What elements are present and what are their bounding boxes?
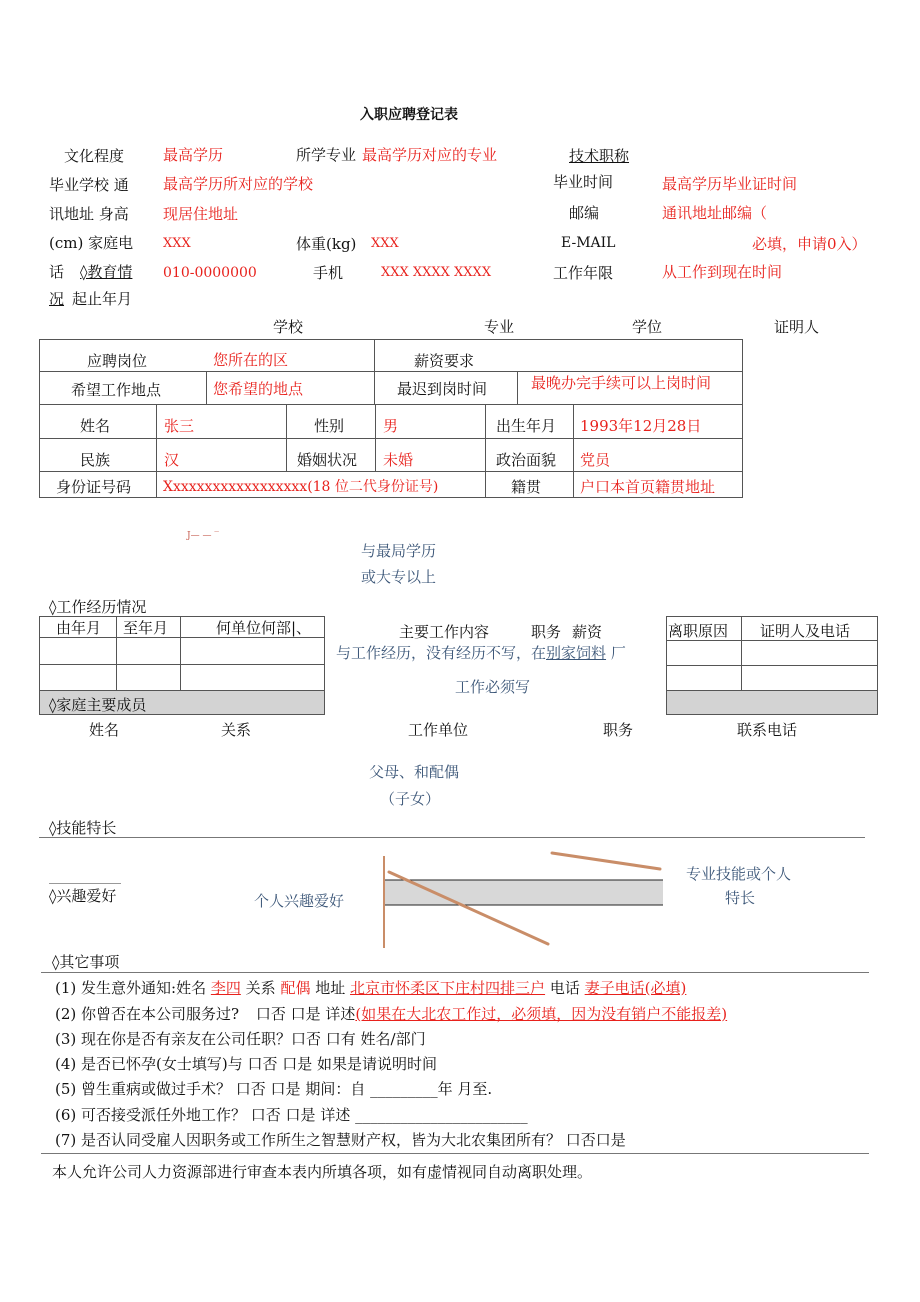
id-value[interactable]: Xxxxxxxxxxxxxxxxxx(18 位二代身份证号) [163, 479, 439, 495]
address-value[interactable]: 现居住地址 [163, 205, 239, 223]
phone-label: 话 [49, 263, 65, 281]
family-col-position: 职务 [603, 721, 634, 739]
zip-label: 邮编 [569, 204, 600, 222]
edu-col-school: 学校 [273, 318, 304, 336]
years-label: 工作年限 [553, 264, 614, 282]
school-label: 毕业学校 通 [49, 176, 129, 194]
email-value[interactable]: 必填，申请0入） [752, 235, 867, 253]
school-value[interactable]: 最高学历所对应的学校 [163, 175, 314, 193]
q2-options[interactable]: 口否 口是 详述 [255, 1005, 356, 1023]
work-col-to: 至年月 [123, 619, 169, 637]
politics-label: 政治面貌 [496, 451, 557, 469]
work-col-content: 主要工作内容 [399, 623, 490, 641]
email-label: E-MAIL [561, 235, 616, 251]
family-col-relation: 关系 [221, 721, 252, 739]
q4-line: (4) 是否已怀孕(女士填写)与 口否 口是 如果是请说明时间 [55, 1055, 438, 1073]
origin-value[interactable]: 户口本首页籍贯地址 [580, 478, 716, 496]
post-value[interactable]: 您所在的区 [213, 351, 289, 369]
family-col-unit: 工作单位 [408, 721, 469, 739]
q1-phone-label: 电话 [549, 979, 580, 997]
other-divider-top [41, 972, 869, 973]
hobby-gray-band [384, 880, 663, 905]
edu-col-major: 专业 [484, 318, 515, 336]
post-label: 应聘岗位 [87, 352, 148, 370]
skills-section-title: ◊技能特长 [49, 819, 117, 837]
family-section-title: ◊家庭主要成员 [49, 696, 147, 714]
height-value[interactable]: XXX [163, 236, 191, 251]
family-col-name: 姓名 [89, 721, 120, 739]
work-note-line2: 工作必须写 [455, 678, 531, 696]
home-phone-value[interactable]: 010-0000000 [163, 265, 257, 281]
start-end-label: 起止年月 [72, 290, 133, 308]
work-col-position: 职务 [531, 623, 562, 641]
politics-value[interactable]: 党员 [580, 451, 611, 469]
q1-line [55, 978, 686, 998]
tech-title-label: 技术职称 [569, 147, 630, 165]
cm-label: (cm) 家庭电 [49, 234, 134, 252]
name-value[interactable]: 张三 [164, 417, 195, 435]
arrival-label: 最迟到岗时间 [397, 380, 488, 398]
nation-label: 民族 [80, 451, 111, 469]
hobby-note: 个人兴趣爱好 [254, 892, 345, 910]
marriage-value[interactable]: 未婚 [383, 451, 414, 469]
work-section-title: ◊工作经历情况 [49, 598, 147, 616]
q1-name-value[interactable]: 李四 [210, 979, 241, 997]
name-label: 姓名 [80, 417, 111, 435]
mobile-label: 手机 [313, 264, 344, 282]
family-col-phone: 联系电话 [737, 721, 798, 739]
page-title: 入职应聘登记表 [360, 107, 458, 123]
other-section-title: ◊其它事项 [52, 953, 120, 971]
years-value[interactable]: 从工作到现在时间 [662, 263, 783, 281]
birth-label: 出生年月 [496, 417, 557, 435]
edu-col-degree: 学位 [632, 318, 663, 336]
edu-history-label: ◊教育情 [80, 263, 133, 281]
q2-text: (2) 你曾否在本公司服务过? [55, 1005, 240, 1023]
q5-line: (5) 曾生重病或做过手术？ 口否 口是 期间：自 _________年 月至. [55, 1080, 493, 1098]
id-label: 身份证号码 [56, 478, 132, 496]
address-label: 讯地址 身高 [49, 205, 129, 223]
major-label: 所学专业 [296, 146, 357, 164]
arrival-value[interactable]: 最晚办完手续可以上岗时间 [531, 374, 712, 392]
q7-line: (7) 是否认同受雇人因职务或工作所生之智慧财产权，皆为大北农集团所有？ 口否口是 [55, 1131, 626, 1149]
work-col-salary: 薪资 [572, 623, 603, 641]
work-col-referee: 证明人及电话 [760, 622, 851, 640]
birth-value[interactable]: 1993年12月28日 [580, 417, 702, 435]
family-note-line1: 父母、和配偶 [369, 763, 460, 781]
edu-label: 文化程度 [64, 147, 125, 165]
mobile-value[interactable]: XXX XXXX XXXX [381, 265, 492, 280]
major-value[interactable]: 最高学历对应的专业 [362, 146, 498, 164]
work-col-from: 由年月 [56, 619, 102, 637]
work-col-unit: 何单位何部|、 [216, 619, 312, 637]
skill-note-line2: 特长 [725, 889, 756, 907]
q2-note: (如果在大北农工作过，必须填，因为没有销户不能报差) [355, 1005, 728, 1023]
location-value[interactable]: 您希望的地点 [213, 380, 304, 398]
other-divider-bottom [41, 1153, 869, 1154]
edu-col-referee: 证明人 [774, 318, 820, 336]
hobby-section-title: ◊兴趣爱好 [49, 887, 117, 905]
salary-label: 薪资要求 [414, 352, 475, 370]
declaration: 本人允许公司人力资源部进行审查本表内所填各项，如有虚情视同自动离职处理。 [52, 1163, 593, 1181]
skill-note-line1: 专业技能或个人 [686, 865, 792, 883]
pencil-top-right [552, 853, 660, 869]
q1-text: (1) 发生意外通知:姓名 [55, 979, 207, 997]
nation-value[interactable]: 汉 [164, 451, 180, 469]
weight-value[interactable]: XXX [371, 236, 399, 251]
origin-label: 籍贯 [511, 478, 542, 496]
zip-value[interactable]: 通讯地址邮编（ [662, 204, 768, 222]
work-note-tail: 厂 [610, 644, 626, 662]
marriage-label: 婚姻状况 [297, 451, 358, 469]
work-col-leave-reason: 离职原因 [668, 622, 729, 640]
q1-relation-label: 关系 [245, 979, 276, 997]
work-note-link: 别家饲料 [546, 644, 607, 662]
edu-note-line2: 或大专以上 [361, 568, 437, 586]
situation-label: 况 [49, 290, 65, 308]
gender-label: 性别 [314, 417, 345, 435]
work-note-text: 与工作经历，没有经历不写，在 [336, 644, 547, 662]
location-label: 希望工作地点 [71, 381, 162, 399]
q1-address-label: 地址 [315, 979, 346, 997]
grad-time-value[interactable]: 最高学历毕业证时间 [662, 175, 798, 193]
family-note-line2: （子女） [380, 790, 441, 808]
grad-time-label: 毕业时间 [553, 173, 614, 191]
gender-value[interactable]: 男 [383, 417, 399, 435]
q6-line: (6) 可否接受派任外地工作？ 口否 口是 详述 _______________________ [55, 1106, 528, 1124]
q1-relation-value[interactable]: 配偶 [280, 979, 311, 997]
q2-line [55, 1004, 727, 1024]
edu-note-line1: 与最局学历 [361, 542, 437, 560]
edu-value[interactable]: 最高学历 [163, 146, 224, 164]
q3-line: (3) 现在你是否有亲友在公司任职？口否 口有 姓名/部门 [55, 1030, 426, 1048]
q1-address-value[interactable]: 北京市怀柔区下庄村四排三户 [350, 979, 546, 997]
weight-label: 体重(kg) [296, 235, 357, 253]
stray-mark: J— — ‾ [187, 531, 219, 541]
q1-phone-value[interactable]: 妻子电话(必填) [584, 979, 687, 997]
